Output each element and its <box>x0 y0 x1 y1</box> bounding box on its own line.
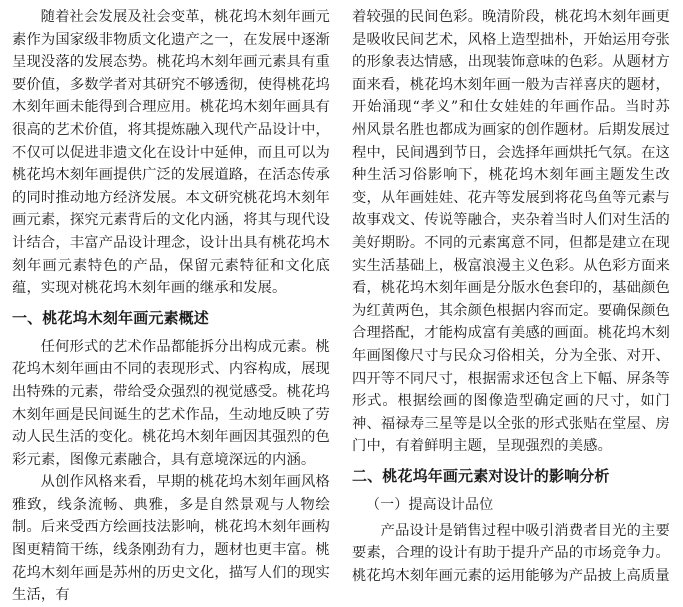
style-paragraph-continued: 着较强的民间色彩。晚清阶段，桃花坞木刻年画更是吸收民间艺术，风格上造型拙朴，开始运用夸张的形象表达情感，出现装饰意味的色彩。从题材方面来看，桃花坞木刻年画一般为吉祥喜庆的题材，开始涌现“孝义”和仕女娃娃的年画作品。当时苏州风景名胜也都成为画家的创作题材。后期发展过程中，民间遇到节日，会选择年画烘托气氛。在这种生活习俗影响下，桃花坞木刻年画主题发生改变，从年画娃娃、花卉等发展到将花鸟鱼等元素与故事戏文、传说等融合，夹杂着当时人们对生活的美好期盼。不同的元素寓意不同，但都是建立在现实生活基础上，极富浪漫主义色彩。从色彩方面来看，桃花坞木刻年画是分版水色套印的，基础颜色为红黄两色，其余颜色根据内容而定。要确保颜色合理搭配，才能构成富有美感的画面。桃花坞木刻年画图像尺寸与民众习俗相关，分为全张、对开、四开等不同尺寸，根据需求还包含上下幅、屏条等形式。根据绘画的图像造型确定画的尺寸，如门神、福禄寿三星等是以全张的形式张贴在堂屋、房门中，有着鲜明主题，呈现强烈的美感。 <box>352 9 670 455</box>
subsection-heading-1: （一）提高设计品位 <box>366 496 494 513</box>
design-taste-paragraph: 产品设计是销售过程中吸引消费者目光的主要要素，合理的设计有助于提升产品的市场竞争力。桃花坞木刻年画元素的运用能够为产品披上高质量 <box>352 522 670 585</box>
intro-paragraph: 随着社会发展及社会变革，桃花坞木刻年画元素作为国家级非物质文化遗产之一，在发展中逐渐呈现没落的发展态势。桃花坞木刻年画元素具有重要价值，多数学者对其研究不够透彻，使得桃花坞木刻年画未能得到合理应用。桃花坞木刻年画具有很高的艺术价值，将其提炼融入现代产品设计中，不仅可以促进非遗文化在设计中延伸，而且可以为桃花坞木刻年画提供广泛的发展道路，在活态传承的同时推动地方经济发展。本文研究桃花坞木刻年画元素，探究元素背后的文化内涵，将其与现代设计结合，丰富产品设计理念，设计出具有桃花坞木刻年画元素特色的产品，保留元素特征和文化底蕴，实现对桃花坞木刻年画的继承和发展。 <box>12 9 330 297</box>
elements-overview-paragraph: 任何形式的艺术作品都能拆分出构成元素。桃花坞木刻年画由不同的表现形式、内容构成，展现出特殊的元素，带给受众强烈的视觉感受。桃花坞木刻年画是民间诞生的艺术作品，生动地反映了劳动人民生活的变化。桃花坞木刻年画因其强烈的色彩元素，图像元素融合，具有意境深远的内涵。 <box>12 338 330 468</box>
right-column <box>352 6 670 588</box>
style-paragraph: 从创作风格来看，早期的桃花坞木刻年画风格雅致，线条流畅、典雅，多是自然景观与人物绘制。后来受西方绘画技法影响，桃花坞木刻年画构图更精简干练，线条刚劲有力，题材也更丰富。桃花坞木刻年画是苏州的历史文化，描写人们的现实生活，有 <box>12 474 330 604</box>
left-column <box>12 6 330 607</box>
section-heading-1: 一、桃花坞木刻年画元素概述 <box>12 308 209 327</box>
section-heading-2: 二、桃花坞年画元素对设计的影响分析 <box>352 466 610 485</box>
